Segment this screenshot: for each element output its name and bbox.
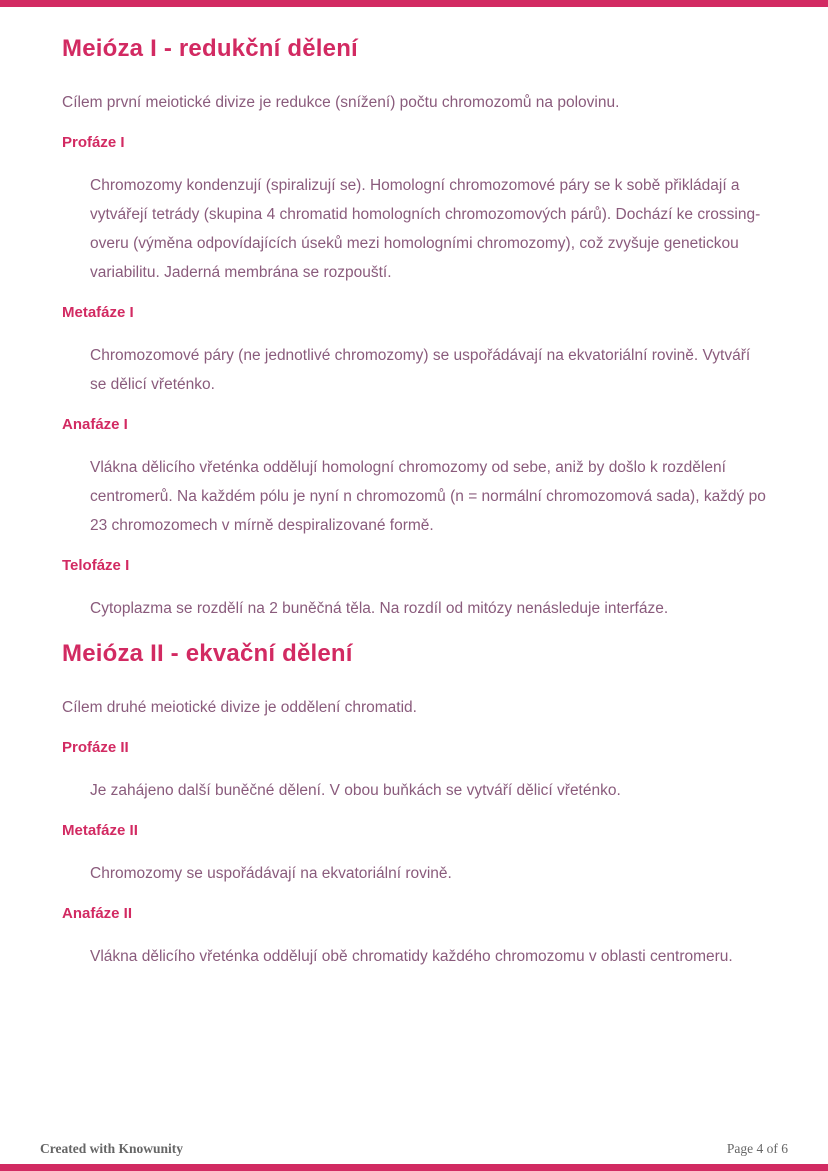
subsection-heading-anafaze-1: Anafáze I: [62, 416, 128, 433]
subsection-heading-telofaze-1: Telofáze I: [62, 557, 130, 574]
subsection-text-anafaze-2: Vlákna dělicího vřeténka oddělují obě chromatidy každého chromozomu v oblasti centromeru.: [90, 948, 733, 965]
section-2-title: Meióza II - ekvační dělení: [62, 640, 353, 667]
subsection-heading-anafaze-2: Anafáze II: [62, 905, 133, 922]
top-border-bar: [0, 0, 828, 7]
subsection-text-profaze-1: Chromozomy kondenzují (spiralizují se). Homologní chromozomové páry se k sobě přikládají a vytvářejí tetrády (skupina 4 chromatid homologních chromozomových párů). Dochází ke crossing-overu (výměna odpovídajících úseků mezi homologními chromozomy), což zvyšuje genetickou variabilitu. Jaderná membrána se rozpouští.: [90, 177, 761, 281]
subsection-heading-profaze-2: Profáze II: [62, 739, 129, 756]
subsection-text-profaze-2: Je zahájeno další buněčné dělení. V obou buňkách se vytváří dělicí vřeténko.: [90, 782, 621, 799]
subsection-text-metafaze-1: Chromozomové páry (ne jednotlivé chromozomy) se uspořádávají na ekvatoriální rovině. Vytváří se dělicí vřeténko.: [90, 347, 751, 393]
subsection-heading-profaze-1: Profáze I: [62, 134, 125, 151]
subsection-text-metafaze-2: Chromozomy se uspořádávají na ekvatoriální rovině.: [90, 865, 452, 882]
bottom-border-bar: [0, 1164, 828, 1171]
footer-branding: Created with Knowunity: [40, 1141, 184, 1156]
page-footer: [40, 1141, 788, 1157]
section-1-intro: Cílem první meiotické divize je redukce (snížení) počtu chromozomů na polovinu.: [62, 94, 620, 111]
section-2-intro: Cílem druhé meiotické divize je oddělení chromatid.: [62, 699, 417, 716]
subsection-text-telofaze-1: Cytoplazma se rozdělí na 2 buněčná těla. Na rozdíl od mitózy nenásleduje interfáze.: [90, 600, 669, 617]
footer-page-number: Page 4 of 6: [726, 1141, 788, 1156]
subsection-text-anafaze-1: Vlákna dělicího vřeténka oddělují homologní chromozomy od sebe, aniž by došlo k rozdělení centromerů. Na každém pólu je nyní n chromozomů (n = normální chromozomová sada), každý po 23 chromozomech v mírně despiralizované formě.: [90, 459, 766, 534]
subsection-heading-metafaze-2: Metafáze II: [62, 822, 138, 839]
subsection-heading-metafaze-1: Metafáze I: [62, 304, 134, 321]
section-1-title: Meióza I - redukční dělení: [62, 35, 358, 62]
